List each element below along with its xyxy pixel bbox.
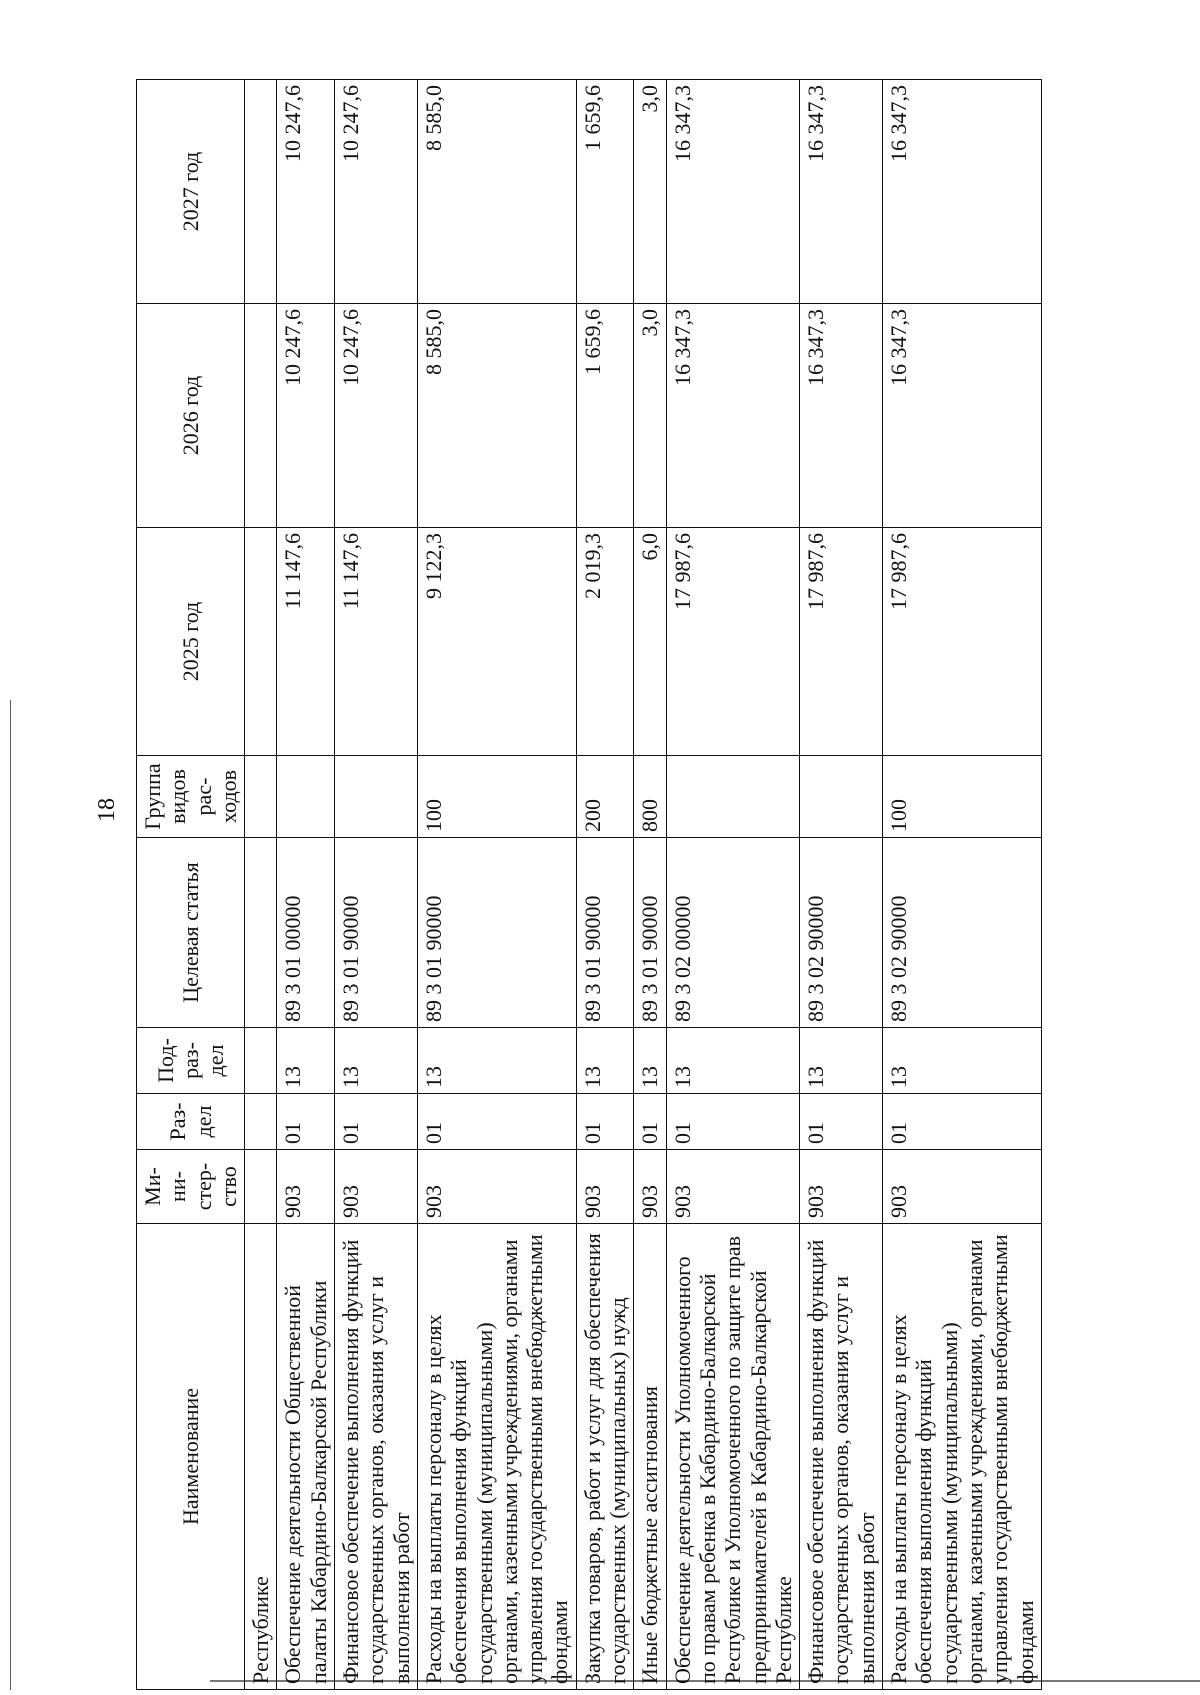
- cell-subsection: 13: [634, 1028, 666, 1094]
- cell-section: 01: [576, 1094, 634, 1150]
- cell-section: 01: [277, 1094, 335, 1150]
- cell-subsection: 13: [883, 1028, 1042, 1094]
- cell-subsection: 13: [277, 1028, 335, 1094]
- cell-2027: 10 247,6: [277, 80, 335, 304]
- header-section: Раз-дел: [137, 1094, 245, 1150]
- cell-section: 01: [800, 1094, 883, 1150]
- header-target: Целевая статья: [137, 838, 245, 1028]
- cell-subsection: 13: [666, 1028, 799, 1094]
- cell-target: [245, 838, 277, 1028]
- cell-2026: 16 347,3: [800, 304, 883, 528]
- table-row: [634, 80, 666, 1690]
- cell-section: 01: [883, 1094, 1042, 1150]
- cell-name: Расходы на выплаты персоналу в целях обеспечения выполнения функций государственными (муниципальными) органами, казенными учреждениями, органами управления государственными внебюджетными фондами: [417, 1224, 576, 1690]
- cell-2026: 8 585,0: [417, 304, 576, 528]
- cell-2025: 17 987,6: [666, 528, 799, 756]
- cell-subsection: 13: [800, 1028, 883, 1094]
- header-2027: 2027 год: [137, 80, 245, 304]
- cell-ministry: 903: [335, 1150, 418, 1224]
- cell-2025: 9 122,3: [417, 528, 576, 756]
- cell-name: Обеспечение деятельности Уполномоченного по правам ребенка в Кабардино-Балкарской Республике и Уполномоченного по защите прав предпринимателей в Кабардино-Балкарской Республике: [666, 1224, 799, 1690]
- table-row: [335, 80, 418, 1690]
- cell-name: Закупка товаров, работ и услуг для обеспечения государственных (муниципальных) нужд: [576, 1224, 634, 1690]
- budget-table-rotated: [136, 80, 1076, 1690]
- cell-name: Республике: [245, 1224, 277, 1690]
- cell-2026: 3,0: [634, 304, 666, 528]
- cell-2027: 16 347,3: [800, 80, 883, 304]
- scan-edge-left: [10, 700, 11, 1690]
- cell-section: 01: [417, 1094, 576, 1150]
- cell-2027: 16 347,3: [883, 80, 1042, 304]
- cell-2027: 10 247,6: [335, 80, 418, 304]
- cell-2027: [245, 80, 277, 304]
- cell-2026: 10 247,6: [335, 304, 418, 528]
- cell-group: [277, 756, 335, 838]
- cell-ministry: 903: [576, 1150, 634, 1224]
- cell-subsection: 13: [576, 1028, 634, 1094]
- cell-ministry: 903: [417, 1150, 576, 1224]
- cell-2025: 11 147,6: [277, 528, 335, 756]
- cell-2026: 16 347,3: [883, 304, 1042, 528]
- cell-section: 01: [634, 1094, 666, 1150]
- cell-name: Обеспечение деятельности Общественной палаты Кабардино-Балкарской Республики: [277, 1224, 335, 1690]
- cell-group: 200: [576, 756, 634, 838]
- table-row: [277, 80, 335, 1690]
- table-row: [666, 80, 799, 1690]
- cell-target: 89 3 01 90000: [634, 838, 666, 1028]
- cell-2025: 17 987,6: [800, 528, 883, 756]
- table-header-row: [137, 80, 245, 1690]
- header-2026: 2026 год: [137, 304, 245, 528]
- cell-ministry: [245, 1150, 277, 1224]
- cell-subsection: 13: [417, 1028, 576, 1094]
- cell-subsection: [245, 1028, 277, 1094]
- cell-group: [800, 756, 883, 838]
- cell-group: [245, 756, 277, 838]
- cell-ministry: 903: [634, 1150, 666, 1224]
- cell-group: 800: [634, 756, 666, 838]
- cell-target: 89 3 02 90000: [883, 838, 1042, 1028]
- cell-target: 89 3 02 00000: [666, 838, 799, 1028]
- cell-target: 89 3 01 90000: [417, 838, 576, 1028]
- header-group: Группа видов рас-ходов: [137, 756, 245, 838]
- header-2025: 2025 год: [137, 528, 245, 756]
- cell-ministry: 903: [277, 1150, 335, 1224]
- cell-target: 89 3 01 90000: [335, 838, 418, 1028]
- cell-2025: 2 019,3: [576, 528, 634, 756]
- cell-subsection: 13: [335, 1028, 418, 1094]
- cell-2027: 8 585,0: [417, 80, 576, 304]
- cell-section: [245, 1094, 277, 1150]
- table-row: [417, 80, 576, 1690]
- cell-name: Иные бюджетные ассигнования: [634, 1224, 666, 1690]
- table-row: [576, 80, 634, 1690]
- cell-2027: 1 659,6: [576, 80, 634, 304]
- header-name: Наименование: [137, 1224, 245, 1690]
- cell-group: 100: [883, 756, 1042, 838]
- header-subsection: Под-раз-дел: [137, 1028, 245, 1094]
- cell-2025: 6,0: [634, 528, 666, 756]
- cell-section: 01: [666, 1094, 799, 1150]
- cell-group: [335, 756, 418, 838]
- cell-name: Расходы на выплаты персоналу в целях обеспечения выполнения функций государственными (муниципальными) органами, казенными учреждениями, органами управления государственными внебюджетными фондами: [883, 1224, 1042, 1690]
- table-row: [800, 80, 883, 1690]
- cell-group: [666, 756, 799, 838]
- cell-2027: 3,0: [634, 80, 666, 304]
- cell-ministry: 903: [666, 1150, 799, 1224]
- cell-2026: [245, 304, 277, 528]
- cell-2026: 1 659,6: [576, 304, 634, 528]
- cell-target: 89 3 01 00000: [277, 838, 335, 1028]
- cell-name: Финансовое обеспечение выполнения функций государственных органов, оказания услуг и выполнения работ: [800, 1224, 883, 1690]
- cell-group: 100: [417, 756, 576, 838]
- cell-target: 89 3 01 90000: [576, 838, 634, 1028]
- budget-table: [136, 79, 1042, 1690]
- cell-2025: [245, 528, 277, 756]
- cell-ministry: 903: [800, 1150, 883, 1224]
- table-row: [245, 80, 277, 1690]
- table-row: [883, 80, 1042, 1690]
- cell-2026: 16 347,3: [666, 304, 799, 528]
- cell-name: Финансовое обеспечение выполнения функций государственных органов, оказания услуг и выполнения работ: [335, 1224, 418, 1690]
- cell-2026: 10 247,6: [277, 304, 335, 528]
- cell-ministry: 903: [883, 1150, 1042, 1224]
- cell-target: 89 3 02 90000: [800, 838, 883, 1028]
- cell-2025: 17 987,6: [883, 528, 1042, 756]
- header-ministry: Ми-ни-стер-ство: [137, 1150, 245, 1224]
- page-number: 18: [94, 798, 120, 822]
- cell-2027: 16 347,3: [666, 80, 799, 304]
- cell-section: 01: [335, 1094, 418, 1150]
- cell-2025: 11 147,6: [335, 528, 418, 756]
